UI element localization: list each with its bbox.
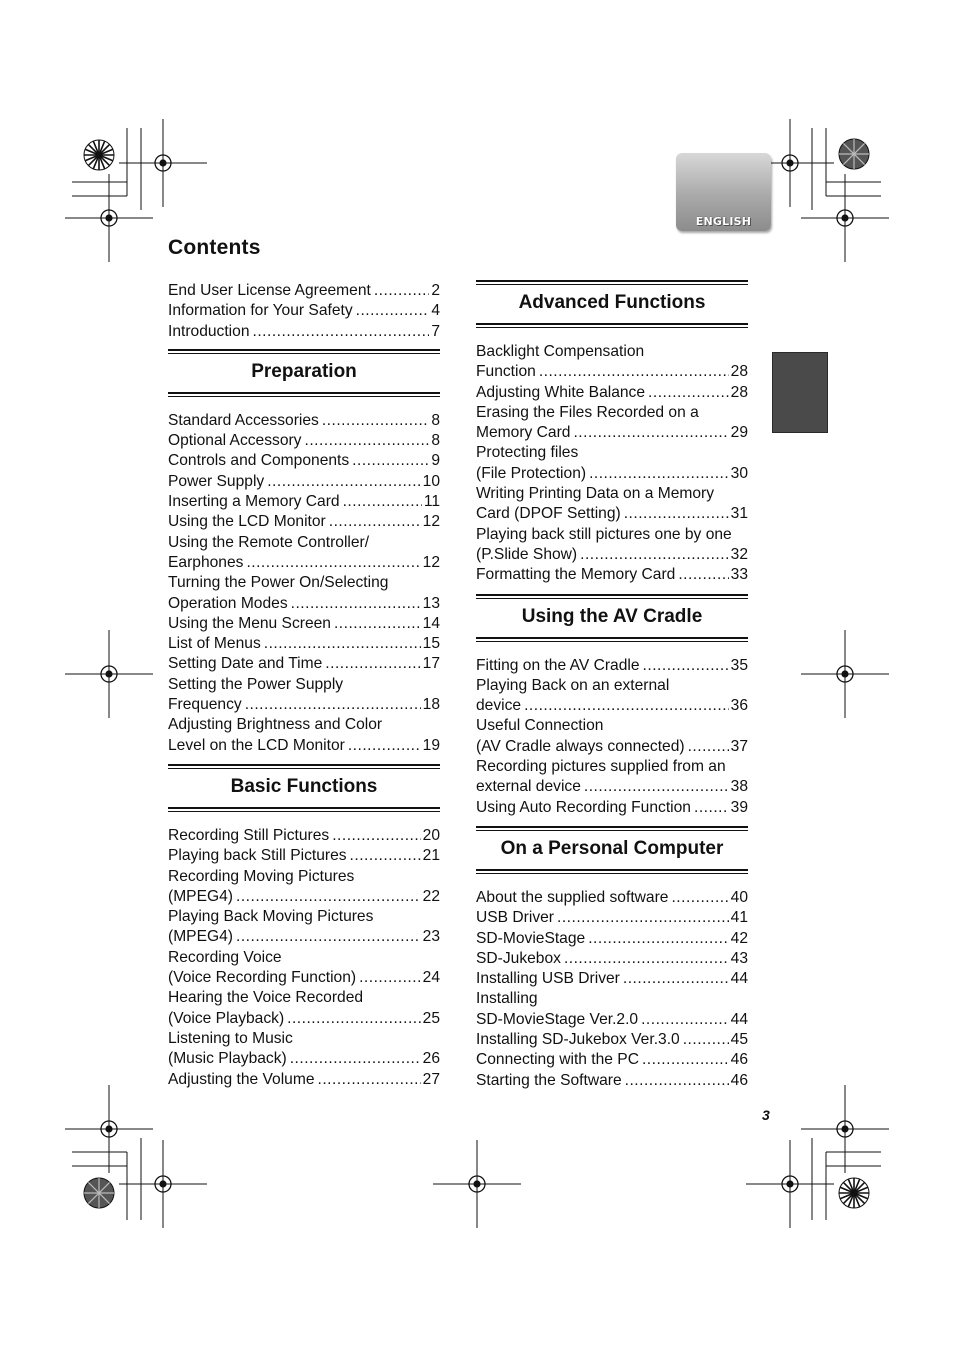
toc-entry-page: 2 — [431, 282, 440, 299]
toc-entry-page: 30 — [730, 464, 748, 482]
toc-entry-row — [476, 888, 748, 908]
toc-entry[interactable] — [476, 383, 748, 403]
toc-entry-row — [476, 1030, 748, 1050]
toc-entry-row — [168, 411, 440, 431]
section-header — [476, 280, 748, 328]
toc-entry[interactable] — [168, 322, 440, 342]
toc-entry-title: SD-MovieStage — [476, 929, 586, 947]
toc-entry-page: 11 — [423, 493, 440, 511]
toc-entry-page: 8 — [431, 432, 440, 450]
toc-entry-page: 37 — [730, 737, 748, 755]
toc-entry-page: 44 — [730, 970, 748, 988]
dot-leader — [688, 737, 729, 757]
toc-entry[interactable] — [476, 989, 748, 1030]
toc-entry-row — [168, 594, 440, 614]
toc-entry-page: 39 — [730, 798, 748, 816]
toc-entry-row — [168, 1070, 440, 1090]
dot-leader — [683, 1030, 729, 1050]
toc-entry[interactable] — [168, 281, 440, 301]
toc-entry[interactable] — [476, 908, 748, 928]
toc-entry-title-line: Writing Printing Data on a Memory — [476, 485, 715, 503]
toc-entry[interactable] — [168, 472, 440, 492]
toc-entry-row — [168, 736, 440, 756]
section-rule-bottom — [168, 392, 440, 394]
section-entry-list — [168, 397, 440, 756]
toc-entry-title: Playing back Still Pictures — [168, 847, 347, 865]
toc-entry[interactable] — [168, 907, 440, 948]
dot-leader — [290, 1049, 421, 1069]
toc-entry-page: 21 — [422, 847, 440, 865]
toc-entry[interactable] — [168, 634, 440, 654]
toc-entry[interactable] — [168, 1029, 440, 1070]
toc-entry-title: SD-MovieStage Ver.2.0 — [476, 1010, 639, 1028]
toc-entry-row — [168, 472, 440, 492]
toc-entry-row — [476, 929, 748, 949]
toc-entry-page: 15 — [422, 635, 440, 653]
section-title: Using the AV Cradle — [521, 605, 703, 627]
toc-entry[interactable] — [476, 949, 748, 969]
dot-leader — [625, 1071, 729, 1091]
toc-entry-row — [168, 826, 440, 846]
toc-entry-row — [168, 492, 440, 512]
toc-entry-row — [476, 969, 748, 989]
toc-entry-title-line: Playing back still pictures one by one — [476, 525, 732, 543]
dot-leader — [322, 411, 429, 431]
toc-entry-title-line: Setting the Power Supply — [168, 675, 344, 693]
toc-entry[interactable] — [476, 656, 748, 676]
dot-leader — [641, 1010, 729, 1030]
section-title: Preparation — [251, 360, 357, 382]
toc-entry[interactable] — [168, 675, 440, 716]
toc-entry[interactable] — [168, 715, 440, 756]
toc-entry[interactable] — [168, 492, 440, 512]
toc-entry-title: Adjusting the Volume — [168, 1070, 315, 1088]
toc-entry[interactable] — [476, 798, 748, 818]
toc-entry-row — [476, 777, 748, 797]
toc-entry[interactable] — [476, 342, 748, 383]
toc-entry-row — [476, 1010, 748, 1030]
dot-leader — [643, 656, 729, 676]
dot-leader — [671, 888, 728, 908]
toc-entry[interactable] — [476, 888, 748, 908]
toc-entry-page: 32 — [730, 545, 748, 563]
section-title: On a Personal Computer — [500, 837, 724, 859]
toc-entry-row — [168, 695, 440, 715]
toc-entry[interactable] — [168, 988, 440, 1029]
spacer — [168, 756, 440, 764]
toc-entry-title: Introduction — [168, 322, 250, 340]
toc-entry-title: (Music Playback) — [168, 1050, 287, 1068]
toc-entry[interactable] — [168, 1070, 440, 1090]
toc-entry-title: external device — [476, 778, 581, 796]
dot-leader — [325, 654, 420, 674]
toc-entry-page: 29 — [730, 424, 748, 442]
toc-entry[interactable] — [168, 533, 440, 574]
toc-entry-title: Operation Modes — [168, 594, 288, 612]
toc-entry-title: Using Auto Recording Function — [476, 798, 691, 816]
language-tab — [676, 153, 771, 231]
toc-entry-title-line: Playing Back Moving Pictures — [168, 908, 374, 926]
toc-entry-title-line: Useful Connection — [476, 717, 604, 735]
toc-entry-page: 28 — [730, 363, 748, 381]
toc-entry-row — [476, 696, 748, 716]
toc-entry-page: 46 — [730, 1071, 748, 1089]
toc-entry[interactable] — [476, 929, 748, 949]
toc-entry-page: 9 — [431, 452, 440, 470]
toc-entry-title: Formatting the Memory Card — [476, 566, 676, 584]
toc-entry[interactable] — [476, 565, 748, 585]
dot-leader — [253, 322, 430, 342]
toc-entry-title: List of Menus — [168, 635, 261, 653]
dot-leader — [287, 1009, 421, 1029]
dot-leader — [539, 362, 729, 382]
toc-entry-page: 38 — [730, 778, 748, 796]
toc-entry[interactable] — [168, 512, 440, 532]
toc-entry-title: Adjusting White Balance — [476, 383, 646, 401]
toc-entry[interactable] — [476, 716, 748, 757]
toc-entry-row — [168, 614, 440, 634]
toc-entry-title: End User License Agreement — [168, 282, 371, 299]
dot-leader — [334, 614, 421, 634]
dot-leader — [264, 634, 421, 654]
toc-entry-title: Inserting a Memory Card — [168, 493, 340, 511]
toc-entry-title-line: Protecting files — [476, 444, 579, 462]
dot-leader — [624, 504, 729, 524]
toc-entry[interactable] — [476, 443, 748, 484]
toc-entry-page: 19 — [422, 736, 440, 754]
toc-entry[interactable] — [168, 614, 440, 634]
toc-entry-title-line: Installing — [476, 990, 538, 1008]
toc-entry-page: 24 — [422, 969, 440, 987]
toc-entry-title: Installing SD-Jukebox Ver.3.0 — [476, 1031, 680, 1049]
section-rule-bottom — [476, 323, 748, 325]
toc-entry-page: 27 — [422, 1070, 440, 1088]
toc-entry-title: Optional Accessory — [168, 432, 302, 450]
section-header — [168, 764, 440, 812]
dot-leader — [623, 969, 729, 989]
dot-leader — [236, 927, 421, 947]
toc-entry-page: 40 — [730, 888, 748, 906]
section-rule-bottom — [476, 869, 748, 871]
toc-entry-row — [168, 846, 440, 866]
toc-entry-title: Standard Accessories — [168, 411, 319, 429]
toc-entry-row — [476, 908, 748, 928]
toc-entry-title: About the supplied software — [476, 888, 669, 906]
toc-entry-title-line: Adjusting Brightness and Color — [168, 716, 383, 734]
dot-leader — [524, 696, 729, 716]
toc-entry-row — [476, 656, 748, 676]
dot-leader — [332, 826, 420, 846]
section-rule-top — [476, 594, 748, 596]
section-rule-top — [168, 764, 440, 766]
toc-entry-page: 22 — [422, 887, 440, 905]
toc-section — [476, 826, 748, 1091]
toc-entry-page: 18 — [422, 696, 440, 714]
toc-entry-row — [168, 654, 440, 674]
toc-entry-row — [168, 887, 440, 907]
page-number: 3 — [762, 1107, 770, 1123]
toc-entry-title-line: Recording pictures supplied from an — [476, 758, 726, 776]
spacer — [168, 342, 440, 349]
toc-entry-page: 23 — [422, 928, 440, 946]
toc-section — [168, 349, 440, 756]
dot-leader — [348, 736, 421, 756]
dot-leader — [350, 846, 421, 866]
toc-entry-row — [168, 322, 440, 342]
dot-leader — [245, 695, 421, 715]
dot-leader — [648, 383, 729, 403]
toc-entry-title: SD-Jukebox — [476, 949, 561, 967]
dot-leader — [678, 565, 728, 585]
toc-entry[interactable] — [168, 948, 440, 989]
toc-entry-row — [476, 949, 748, 969]
dot-leader — [291, 594, 421, 614]
toc-entry[interactable] — [476, 484, 748, 525]
toc-entry-row — [168, 451, 440, 471]
dot-leader — [584, 777, 729, 797]
toc-entry-title: Recording Still Pictures — [168, 826, 330, 844]
section-entry-list — [476, 874, 748, 1091]
intro-entry-list — [168, 281, 440, 342]
dot-leader — [642, 1050, 729, 1070]
toc-entry-row — [476, 565, 748, 585]
dot-leader — [356, 301, 430, 321]
toc-entry-page: 12 — [422, 553, 440, 571]
toc-entry-page: 43 — [730, 949, 748, 967]
toc-entry-title: (MPEG4) — [168, 928, 233, 946]
dot-leader — [359, 968, 421, 988]
section-rule-bottom — [476, 637, 748, 639]
toc-entry[interactable] — [168, 654, 440, 674]
toc-entry-title: Fitting on the AV Cradle — [476, 656, 640, 674]
section-rule-bottom — [168, 807, 440, 809]
toc-entry-row — [168, 634, 440, 654]
toc-section — [168, 764, 440, 1090]
toc-entry-row — [476, 545, 748, 565]
language-tab-label: ENGLISH — [695, 215, 752, 228]
toc-entry-title-line: Recording Moving Pictures — [168, 867, 355, 885]
dot-leader — [267, 472, 420, 492]
toc-entry-row — [476, 737, 748, 757]
toc-entry[interactable] — [168, 573, 440, 614]
toc-entry-title: Setting Date and Time — [168, 655, 323, 673]
toc-section — [476, 280, 748, 586]
toc-entry-page: 20 — [422, 826, 440, 844]
dot-leader — [588, 929, 728, 949]
toc-entry-title: Starting the Software — [476, 1071, 622, 1089]
toc-entry-title: (File Protection) — [476, 464, 587, 482]
section-header — [476, 826, 748, 874]
dot-leader — [557, 908, 729, 928]
spacer — [476, 818, 748, 826]
dot-leader — [573, 423, 728, 443]
toc-entry[interactable] — [168, 411, 440, 431]
page-title: Contents — [168, 236, 261, 259]
toc-entry-page: 7 — [431, 322, 440, 340]
toc-entry[interactable] — [168, 301, 440, 321]
section-entry-list — [168, 812, 440, 1090]
toc-entry-title: Card (DPOF Setting) — [476, 505, 621, 523]
dot-leader — [246, 553, 420, 573]
toc-entry-page: 35 — [730, 656, 748, 674]
toc-entry-title: USB Driver — [476, 909, 554, 927]
toc-entry-page: 41 — [730, 909, 748, 927]
toc-entry[interactable] — [168, 867, 440, 908]
toc-entry-title-line: Turning the Power On/Selecting — [168, 574, 389, 592]
toc-entry-page: 26 — [422, 1050, 440, 1068]
toc-entry-page: 12 — [422, 513, 440, 531]
toc-entry[interactable] — [476, 676, 748, 717]
toc-entry-page: 4 — [431, 302, 440, 320]
toc-entry-row — [476, 798, 748, 818]
toc-entry-page: 33 — [730, 566, 748, 584]
toc-entry-row — [168, 927, 440, 947]
toc-entry-title: Connecting with the PC — [476, 1051, 639, 1069]
dot-leader — [343, 492, 422, 512]
section-index-tab — [772, 352, 828, 433]
toc-entry[interactable] — [476, 403, 748, 444]
dot-leader — [329, 512, 421, 532]
section-entry-list — [476, 328, 748, 586]
toc-entry-page: 42 — [730, 929, 748, 947]
toc-entry-title: Using the Menu Screen — [168, 614, 331, 632]
section-title: Advanced Functions — [518, 292, 706, 313]
toc-entry-title-line: Erasing the Files Recorded on a — [476, 403, 699, 421]
right-column — [476, 280, 748, 1091]
toc-entry-title-line: Listening to Music — [168, 1029, 293, 1047]
dot-leader — [580, 545, 729, 565]
toc-entry-title: Power Supply — [168, 472, 265, 490]
toc-entry-page: 13 — [422, 594, 440, 612]
toc-entry-title-line: Using the Remote Controller/ — [168, 533, 370, 551]
dot-leader — [236, 887, 421, 907]
toc-entry-title: Level on the LCD Monitor — [168, 736, 345, 754]
toc-entry-title-line: Recording Voice — [168, 948, 282, 966]
toc-entry-title: Earphones — [168, 553, 244, 571]
toc-entry-page: 44 — [730, 1010, 748, 1028]
toc-entry-title: Function — [476, 363, 536, 381]
toc-entry-row — [476, 1050, 748, 1070]
toc-entry-title: Controls and Components — [168, 452, 350, 470]
spacer — [476, 586, 748, 594]
toc-entry-page: 17 — [422, 655, 440, 673]
section-header — [168, 349, 440, 397]
toc-section — [476, 594, 748, 818]
dot-leader — [694, 798, 729, 818]
toc-entry-row — [476, 423, 748, 443]
toc-entry-row — [168, 553, 440, 573]
toc-entry-row — [168, 1049, 440, 1069]
left-column — [168, 281, 440, 1090]
toc-entry-title: Frequency — [168, 696, 242, 714]
dot-leader — [589, 464, 729, 484]
toc-entry-page: 46 — [730, 1051, 748, 1069]
toc-entry[interactable] — [476, 1050, 748, 1070]
toc-entry-row — [476, 1071, 748, 1091]
dot-leader — [374, 281, 429, 301]
toc-entry-title-line: Hearing the Voice Recorded — [168, 989, 364, 1007]
toc-entry[interactable] — [476, 1071, 748, 1091]
section-entry-list — [476, 642, 748, 818]
toc-entry-title: (P.Slide Show) — [476, 545, 578, 563]
toc-entry-page: 36 — [730, 697, 748, 715]
toc-entry-row — [168, 431, 440, 451]
toc-entry-page: 31 — [730, 505, 748, 523]
toc-entry-title: Memory Card — [476, 424, 571, 442]
toc-entry-title: (MPEG4) — [168, 887, 233, 905]
toc-entry-title-line: Backlight Compensation — [476, 343, 645, 360]
section-title: Basic Functions — [230, 775, 378, 797]
toc-entry-row — [168, 1009, 440, 1029]
toc-entry-row — [476, 362, 748, 382]
toc-entry-page: 8 — [431, 411, 440, 429]
dot-leader — [304, 431, 429, 451]
section-header — [476, 594, 748, 642]
toc-entry[interactable] — [168, 846, 440, 866]
toc-entry[interactable] — [168, 451, 440, 471]
toc-entry-page: 25 — [422, 1009, 440, 1027]
toc-entry-page: 14 — [422, 614, 440, 632]
dot-leader — [564, 949, 729, 969]
toc-entry-row — [168, 512, 440, 532]
toc-entry-row — [168, 281, 440, 301]
toc-entry-title: device — [476, 697, 522, 715]
toc-entry[interactable] — [476, 969, 748, 989]
toc-entry-title-line: Playing Back on an external — [476, 676, 670, 694]
dot-leader — [352, 451, 429, 471]
toc-entry-row — [168, 968, 440, 988]
toc-entry-row — [476, 383, 748, 403]
toc-entry-title: Using the LCD Monitor — [168, 513, 326, 531]
dot-leader — [318, 1070, 421, 1090]
section-rule-top — [168, 349, 440, 351]
toc-entry-title: Installing USB Driver — [476, 970, 620, 988]
toc-entry-row — [476, 464, 748, 484]
toc-entry-page: 28 — [730, 383, 748, 401]
toc-entry-title: (Voice Playback) — [168, 1009, 285, 1027]
toc-entry-row — [168, 301, 440, 321]
toc-entry-row — [476, 504, 748, 524]
section-rule-top — [476, 826, 748, 828]
toc-entry[interactable] — [476, 525, 748, 566]
toc-entry-title: (Voice Recording Function) — [168, 969, 357, 987]
toc-entry-page: 10 — [422, 472, 440, 490]
toc-entry[interactable] — [476, 1030, 748, 1050]
section-rule-top — [476, 280, 748, 282]
toc-entry[interactable] — [168, 431, 440, 451]
toc-entry-title: (AV Cradle always connected) — [476, 737, 685, 755]
toc-entry[interactable] — [168, 826, 440, 846]
toc-entry[interactable] — [476, 757, 748, 798]
toc-entry-page: 45 — [730, 1031, 748, 1049]
toc-entry-title: Information for Your Safety — [168, 302, 353, 320]
